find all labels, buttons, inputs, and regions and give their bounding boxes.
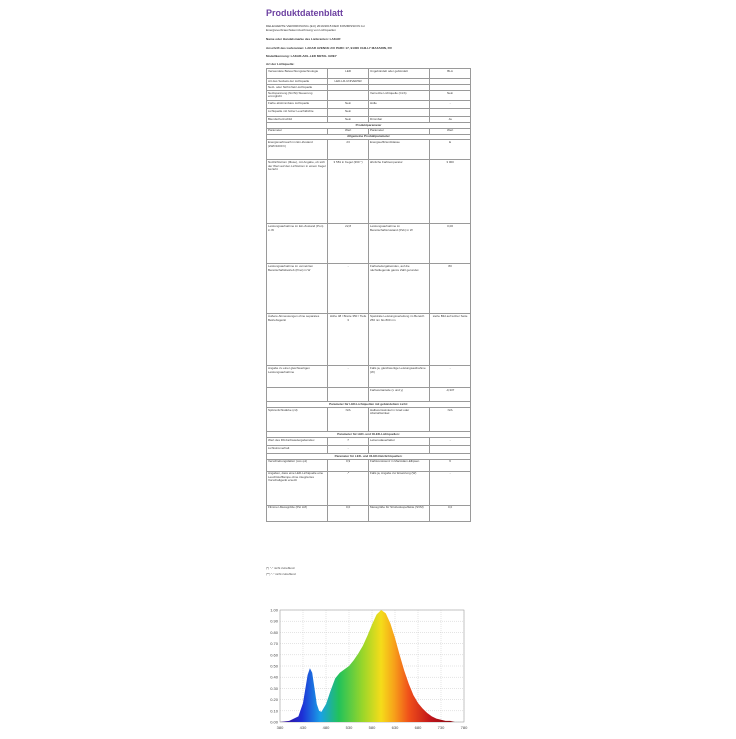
value-cell: 23 [328,140,369,160]
y-tick-label: 0.50 [270,663,278,669]
value-cell: Nein [328,101,369,109]
value-cell: Wert [328,128,369,134]
table-row [267,445,471,453]
value-cell: 3 581 in Kegel (360 °) [328,160,369,224]
y-tick-label: 0.60 [270,652,278,658]
footnote-2: (**) "-" nicht zutreffend [266,572,296,576]
model-identifier: Modellkennung: LAKAR-ADL-LED METAL GREY [266,54,337,58]
parameter-cell: Ungebündelt oder gebündelt [368,69,429,79]
parameter-cell: Netzspannung (Nn/Ni) Steuerung ermöglicht [267,91,328,101]
parameter-cell [267,388,328,402]
x-tick-label: 480 [322,725,330,730]
light-source-type: Art der Lichtquelle: [266,62,295,66]
value-cell: 0,9 [328,459,369,471]
footnote-1: (*) "-" nicht zutreffend [266,566,295,570]
value-cell: 0,0 [430,505,471,521]
x-tick-label: 630 [391,725,399,730]
value-cell: Nein [328,109,369,117]
parameter-cell: Nutzlichtstrom (Φuse), mit Angabe, ob sich der Wert auf den Lichtstrom in einem Kegel bezieht [267,160,328,224]
regulation-line-1: DELEGIERTE VERORDNUNG (EU) 2019/2015 DER KOMMISSION zur [266,24,365,28]
x-tick-label: 680 [414,725,422,730]
table-row [267,505,471,521]
y-tick-label: 0.80 [270,629,278,635]
value-cell: BLA [430,69,471,79]
spectrum-svg [262,604,472,734]
parameter-cell: Leistungsaufnahme im vernetzten Bereitschaftsbetrieb (Pnet) in W [267,264,328,314]
value-cell: 80 [430,264,471,314]
x-tick-label: 780 [460,725,468,730]
value-cell: Wert [430,128,471,134]
y-tick-label: 0.10 [270,708,278,714]
value-cell: LED [328,69,369,79]
product-data-sheet [262,6,474,582]
table-row [267,471,471,505]
supplier-address: Anschrift des Lieferanten: LAKAR AVENUE 2/U PARC 17, 91300 CHILLY MAZARIN, FR [266,46,392,50]
y-tick-label: 0.90 [270,618,278,624]
table-row [267,109,471,117]
table-row [267,91,471,101]
parameter-cell: Halbwertswinkel in Grad oder Abstrahlwinkel [368,408,429,432]
parameter-cell: Angaben, dass eine LED-Lichtquelle eine Leuchtstofflampe ohne integriertes Vorschaltgerät ersetzt [267,471,328,505]
table-row [267,264,471,314]
value-cell: - [430,366,471,388]
parameter-cell: Spitzenlichtstärke (cd) [267,408,328,432]
parameter-cell: Parameter [267,128,328,134]
value-cell: N/A [430,408,471,432]
value-cell: siehe Bild auf letzter Seite [430,314,471,366]
parameter-cell: Lichtstromerhalt [267,445,328,453]
x-tick-label: 730 [437,725,445,730]
parameter-table [266,68,471,522]
value-cell [430,445,471,453]
parameter-cell: ähnliche Farbtemperatur [368,160,429,224]
y-tick-label: 0.40 [270,674,278,680]
y-tick-label: 0.30 [270,685,278,691]
value-cell: 7 [328,437,369,445]
table-row [267,408,471,432]
parameter-cell: Blendschutzschild [267,117,328,123]
parameter-cell: Falls ja, gleichwertige Leistungsaufnahme (W) [368,366,429,388]
value-cell: 0,00 [430,224,471,264]
parameter-cell: Wert des R9-Farbwiedergabeindex [267,437,328,445]
value-cell: LED-LR-UNIVERSR [328,79,369,85]
parameter-cell: Energieverbrauch im Ein-Zustand (kWh/1000 h) [267,140,328,160]
value-cell: - [328,264,369,314]
value-cell [430,109,471,117]
value-cell [328,91,369,101]
value-cell: E [430,140,471,160]
parameter-cell: Messgröße für Stroboskopeffekte (SVM) [368,505,429,521]
table-row [267,437,471,445]
value-cell: 0,0 [328,505,369,521]
y-tick-label: 0.70 [270,641,278,647]
parameter-cell: Lebensdauerfaktor [368,437,429,445]
value-cell: - [430,437,471,445]
x-tick-label: 380 [276,725,284,730]
table-row [267,101,471,109]
supplier-name: Name oder Handelsmarke des Lieferanten: LAKAR [266,37,341,41]
parameter-cell: Art des Sockels der Lichtquelle [267,79,328,85]
parameter-cell: Falls ja, Angabe zur Ersetzung (W) [368,471,429,505]
value-cell: - [328,445,369,453]
parameter-cell: Spektrale Leistungsverteilung im Bereich 250 nm bis 800 nm [368,314,429,366]
x-tick-label: 530 [345,725,353,730]
x-tick-label: 430 [299,725,307,730]
parameter-cell: Parameter [368,128,429,134]
y-tick-label: 0.00 [270,719,278,725]
parameter-cell: Dimmbar [368,117,429,123]
regulation-line-2: Energieverbrauchskennzeichnung von Lichtquellen [266,28,337,32]
value-cell: -0,337 [430,388,471,402]
parameter-cell: Verwendete Beleuchtungstechnologie [267,69,328,79]
table-row [267,140,471,160]
document-title: Produktdatenblatt [266,8,344,18]
parameter-cell: Farbkonsistenz in MacAdam-Ellipsen [368,459,429,471]
x-tick-label: 580 [368,725,376,730]
section-heading: Parameter für LED- und OLED-Lichtquellen: [267,432,471,438]
table-row [267,224,471,264]
table-row [267,69,471,79]
parameter-cell: Leistungsaufnahme im Ein-Zustand (Pon) in W [267,224,328,264]
table-row [267,366,471,388]
table-row [267,160,471,224]
section-heading: Parameter für LED- und OLED-Netzlichtquellen: [267,453,471,459]
parameter-cell: Hülle [368,101,429,109]
parameter-cell: Lichtquelle mit hoher Leuchtdichte [267,109,328,117]
value-cell: - [430,101,471,109]
value-cell: Höhe 48 / Breite 350 / Tiefe 3 [328,314,369,366]
value-cell: 6 [430,459,471,471]
parameter-cell: Leistungsaufnahme im Bereitschaftszustand (Psb) in W [368,224,429,264]
y-tick-label: 1.00 [270,607,278,613]
parameter-cell: Farbwertanteile (x und y) [368,388,429,402]
parameter-cell: Äußere Abmessungen ohne separates Betriebsgerät [267,314,328,366]
value-cell: 22,8 [328,224,369,264]
table-row [267,459,471,471]
value-cell: Nein [430,91,471,101]
parameter-cell: Flimmer-Messgröße (Pst LM) [267,505,328,521]
value-cell: N/A [328,408,369,432]
value-cell: -* [328,471,369,505]
table-row [267,314,471,366]
y-tick-label: 0.20 [270,697,278,703]
value-cell: 3 000 [430,160,471,224]
parameter-cell: Farbe abstimmbare Lichtquelle [267,101,328,109]
table-row [267,388,471,402]
section-heading: Allgemeine Produktparameter [267,134,471,140]
section-heading: Produktparameter [267,123,471,129]
value-cell: Ja [430,117,471,123]
parameter-cell: Angabe zu einer gleichwertigen Leistungsaufnahme [267,366,328,388]
parameter-cell: Energieeffizienzklasse [368,140,429,160]
section-heading: Parameter für LED-Lichtquellen mit gebündeltem Licht: [267,402,471,408]
parameter-cell: Verschiebungsfaktor (cos φ1) [267,459,328,471]
value-cell: Nein [328,117,369,123]
parameter-cell: Farbwiedergabeindex, auf die nächstliegende ganze Zahl gerundet [368,264,429,314]
value-cell [328,388,369,402]
parameter-cell [368,445,429,453]
value-cell: - [430,471,471,505]
parameter-cell [368,109,429,117]
value-cell: - [328,366,369,388]
parameter-cell: Vernetzte Lichtquelle (CLS) [368,91,429,101]
spectral-power-chart [262,604,472,734]
parameter-cell: Netz- oder Nicht-Netz-Lichtquelle [267,85,328,91]
